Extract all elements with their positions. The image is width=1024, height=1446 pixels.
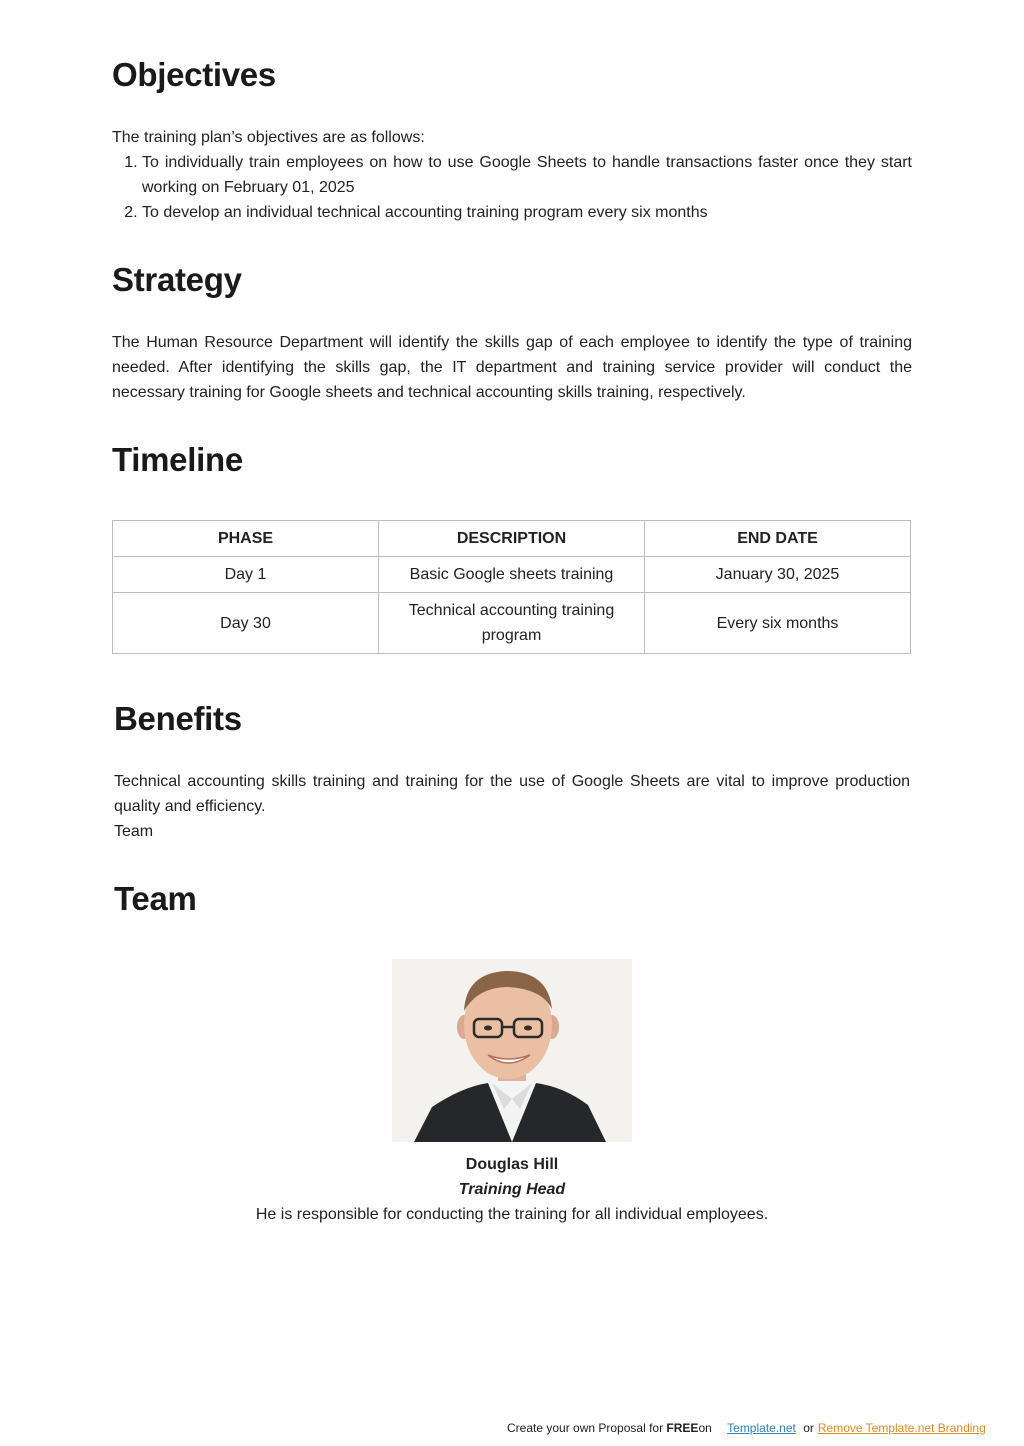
cell-phase: Day 1 xyxy=(113,557,379,593)
team-member-role: Training Head xyxy=(458,1181,566,1198)
table-header-row xyxy=(113,521,911,557)
objectives-list xyxy=(112,150,912,225)
cell-phase: Day 30 xyxy=(113,593,379,654)
cell-description: Technical accounting training program xyxy=(379,593,645,654)
team-member-description: He is responsible for conducting the training for all individual employees. xyxy=(255,1206,769,1223)
cell-end-date: January 30, 2025 xyxy=(645,557,911,593)
column-header-description: DESCRIPTION xyxy=(379,521,645,557)
footer-or: or xyxy=(803,1421,814,1435)
cell-end-date: Every six months xyxy=(645,593,911,654)
strategy-body: The Human Resource Department will identify the skills gap of each employee to identify the type of training needed. After identifying the skills gap, the IT department and training service provider will conduct the necessary training for Google sheets and technical accounting skills training, respectively. xyxy=(112,334,912,401)
benefits-trailing-text: Team xyxy=(114,823,154,840)
timeline-heading: Timeline xyxy=(112,441,243,478)
objective-item: 1. To individually train employees on how to use Google Sheets to handle transactions faster once they start working on February 01, 2025 xyxy=(142,150,912,200)
objectives-heading: Objectives xyxy=(112,56,276,93)
benefits-heading: Benefits xyxy=(114,700,242,737)
template-net-link[interactable]: Template.net xyxy=(727,1421,796,1435)
team-member-photo xyxy=(392,959,632,1142)
team-member-name: Douglas Hill xyxy=(465,1156,559,1173)
timeline-table xyxy=(112,520,911,654)
column-header-phase: PHASE xyxy=(113,521,379,557)
strategy-heading: Strategy xyxy=(112,261,242,298)
footer-branding xyxy=(507,1420,986,1436)
footer-prefix: Create your own Proposal for xyxy=(507,1421,664,1435)
person-portrait-icon xyxy=(392,959,632,1142)
objective-item: 2. To develop an individual technical accounting training program every six months xyxy=(142,200,912,225)
table-row xyxy=(113,593,911,654)
cell-description: Basic Google sheets training xyxy=(379,557,645,593)
column-header-end-date: END DATE xyxy=(645,521,911,557)
benefits-body: Technical accounting skills training and training for the use of Google Sheets are vital to improve production quality and efficiency. xyxy=(114,773,910,815)
footer-on: on xyxy=(698,1421,712,1435)
table-row xyxy=(113,557,911,593)
remove-branding-link[interactable]: Remove Template.net Branding xyxy=(817,1421,986,1435)
team-heading: Team xyxy=(114,880,197,917)
objectives-intro: The training plan’s objectives are as follows: xyxy=(112,129,425,146)
footer-free: FREE xyxy=(666,1421,699,1435)
